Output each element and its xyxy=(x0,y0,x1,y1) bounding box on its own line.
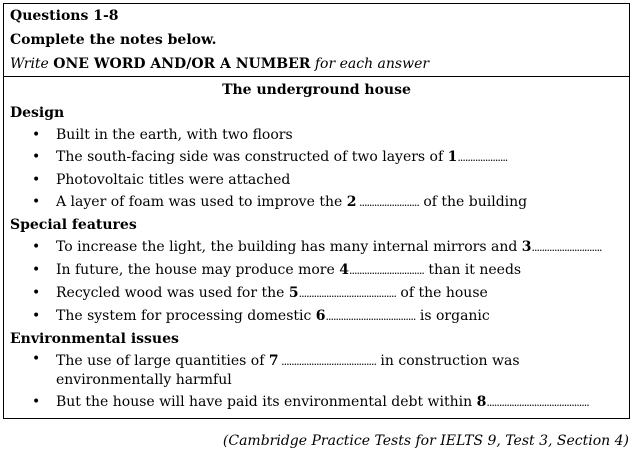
list-item xyxy=(10,236,623,259)
instruction-text: Complete the notes below. xyxy=(10,32,217,48)
item-text: The use of large quantities of xyxy=(56,353,269,369)
bullet-icon: • xyxy=(32,149,41,165)
list-item xyxy=(10,169,623,191)
answer-gap[interactable]: .............................. xyxy=(348,264,424,277)
bullet-icon: • xyxy=(32,285,41,301)
list-item xyxy=(10,350,623,391)
item-text-after: in construction was environmentally harmful xyxy=(56,353,520,388)
gap-number: 7 xyxy=(268,353,279,369)
item-text: Photovoltaic titles were attached xyxy=(56,172,291,188)
gap-number: 1 xyxy=(447,149,458,165)
item-text: Recycled wood was used for the xyxy=(56,285,289,301)
gap-number: 8 xyxy=(476,394,487,410)
bullet-icon: • xyxy=(32,194,41,210)
bullet-icon: • xyxy=(32,239,41,255)
item-text: To increase the light, the building has many internal mirrors and xyxy=(56,239,522,255)
item-text: The system for processing domestic xyxy=(56,308,316,324)
section-heading-special-features: Special features xyxy=(10,217,137,233)
item-text: A layer of foam was used to improve the xyxy=(56,194,347,210)
question-sheet xyxy=(3,3,630,419)
item-text-after: than it needs xyxy=(423,262,522,278)
answer-gap[interactable]: ....................................... xyxy=(298,287,396,300)
environmental-issues-list xyxy=(10,350,623,414)
notes-box xyxy=(4,77,629,418)
item-text: But the house will have paid its environmental debt within xyxy=(56,394,477,410)
bullet-icon: • xyxy=(32,262,41,278)
list-item xyxy=(10,124,623,146)
list-item xyxy=(10,146,623,169)
bullet-icon: • xyxy=(32,308,41,324)
source-citation: (Cambridge Practice Tests for IELTS 9, Test 3, Section 4) xyxy=(222,433,629,449)
bullet-icon: • xyxy=(32,172,41,188)
section-heading-environmental-issues: Environmental issues xyxy=(10,331,179,347)
answer-gap[interactable]: ......................................... xyxy=(486,396,589,409)
gap-number: 4 xyxy=(339,262,349,278)
write-suffix: for each answer xyxy=(310,56,430,72)
answer-gap[interactable]: .................... xyxy=(457,151,508,164)
bullet-icon: • xyxy=(32,394,41,410)
answer-gap[interactable]: .................................... xyxy=(325,310,416,323)
answer-gap[interactable]: ...................................... xyxy=(278,355,376,368)
write-prefix: Write xyxy=(10,56,54,72)
design-list xyxy=(10,124,623,214)
bullet-icon: • xyxy=(32,351,41,367)
item-text: In future, the house may produce more xyxy=(56,262,340,278)
item-text: Built in the earth, with two floors xyxy=(56,127,293,143)
item-text: The south-facing side was constructed of two layers of xyxy=(56,149,448,165)
gap-number: 5 xyxy=(288,285,299,301)
list-item xyxy=(10,391,623,414)
section-heading-design: Design xyxy=(10,105,65,121)
list-item xyxy=(10,282,623,305)
gap-number: 2 xyxy=(346,194,357,210)
answer-gap[interactable]: ........................ xyxy=(356,196,419,209)
questions-range: Questions 1-8 xyxy=(10,8,119,24)
list-item xyxy=(10,191,623,214)
question-header xyxy=(4,4,629,77)
bullet-icon: • xyxy=(32,127,41,143)
notes-title: The underground house xyxy=(222,82,411,98)
word-limit-instruction xyxy=(4,52,629,76)
gap-number: 6 xyxy=(315,308,326,324)
item-text-after: is organic xyxy=(415,308,490,324)
list-item xyxy=(10,305,623,328)
answer-gap[interactable]: ............................ xyxy=(531,241,602,254)
list-item xyxy=(10,259,623,282)
item-text-after: of the building xyxy=(418,194,528,210)
special-features-list xyxy=(10,236,623,328)
item-text-after: of the house xyxy=(395,285,488,301)
gap-number: 3 xyxy=(521,239,532,255)
word-limit: ONE WORD AND/OR A NUMBER xyxy=(53,56,311,72)
